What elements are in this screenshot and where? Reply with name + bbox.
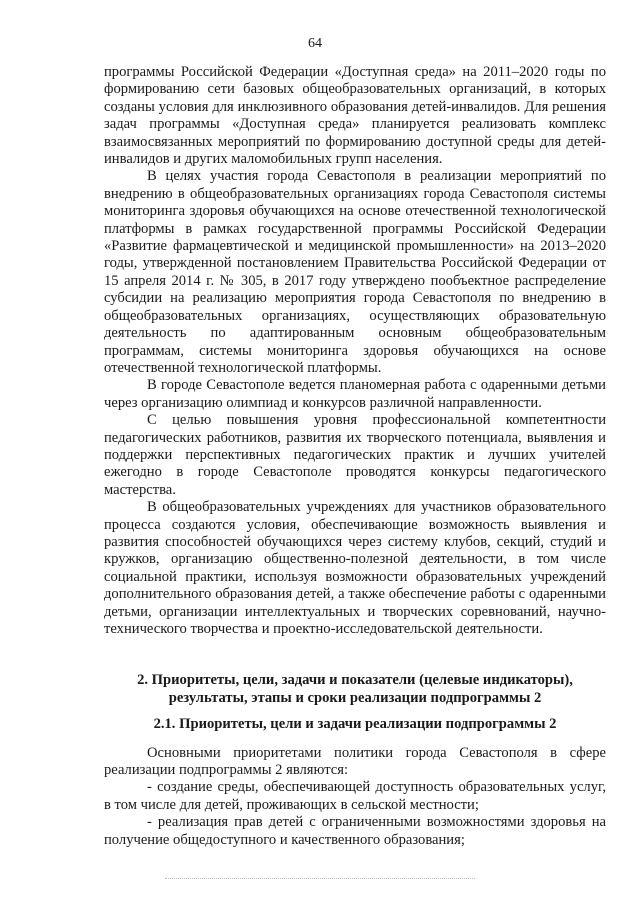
paragraph-gifted-children: В городе Севастополе ведется планомерная работа с одаренными детьми через организацию олимпиад и конкурсов различной направленности. [104, 377, 606, 411]
page-number: 64 [308, 36, 322, 51]
subsection-heading: 2.1. Приоритеты, цели и задачи реализации подпрограммы 2 [153, 716, 557, 733]
list-item: - создание среды, обеспечивающей доступность образовательных услуг, в том числе для детей, проживающих в сельской местности; [104, 779, 606, 813]
list-item: - реализация прав детей с ограниченными возможностями здоровья на получение общедоступного и качественного образования; [104, 814, 606, 848]
document-body [104, 64, 606, 849]
paragraph-student-abilities: В общеобразовательных учреждениях для участников образовательного процесса создаются условия, обеспечивающие возможность выявления и развития способностей обучающихся через систему клубов, секций, студий и кружков, организацию общественно-полезной деятельности, в том числе социальной практики, используя возможности образовательных учреждений дополнительного образования детей, а также обеспечение работы с одаренными детьми, организации интеллектуальных и творческих соревнований, научно-технического творчества и проектно-исследовательской деятельности. [104, 499, 606, 637]
paragraph-accessible-environment: программы Российской Федерации «Доступная среда» на 2011–2020 годы по формированию сети базовых общеобразовательных организаций, в которых созданы условия для инклюзивного образования детей-инвалидов. Для решения задач программы «Доступная среда» планируется реализовать комплекс взаимосвязанных мероприятий по формированию доступной среды для детей-инвалидов и других маломобильных групп населения. [104, 64, 606, 168]
paragraph-priorities-intro: Основными приоритетами политики города Севастополя в сфере реализации подпрограммы 2 являются: [104, 744, 606, 779]
paragraph-health-monitoring: В целях участия города Севастополя в реализации мероприятий по внедрению в общеобразовательных организациях города Севастополя системы мониторинга здоровья обучающихся на основе отечественной технологической платформы в рамках государственной программы Российской Федерации «Развитие фармацевтической и медицинской промышленности» на 2013–2020 годы, утвержденной постановлением Правительства Российской Федерации от 15 апреля 2014 г. № 305, в 2017 году утверждено пообъектное распределение субсидии на реализацию мероприятия города Севастополя по внедрению в общеобразовательных организациях, осуществляющих образовательную деятельность по адаптированным основным общеобразовательным программам, системы мониторинга здоровья обучающихся на основе отечественной технологической платформы. [104, 168, 606, 376]
section-heading: 2. Приоритеты, цели, задачи и показатели (целевые индикаторы), результаты, этапы и сроки реализации подпрограммы 2 [137, 672, 573, 706]
footer-divider [165, 878, 475, 879]
paragraph-teacher-competence: С целью повышения уровня профессиональной компетентности педагогических работников, развития их творческого потенциала, выявления и поддержки перспективных педагогических практик и лучших учителей ежегодно в городе Севастополе проводятся конкурсы педагогического мастерства. [104, 412, 606, 498]
